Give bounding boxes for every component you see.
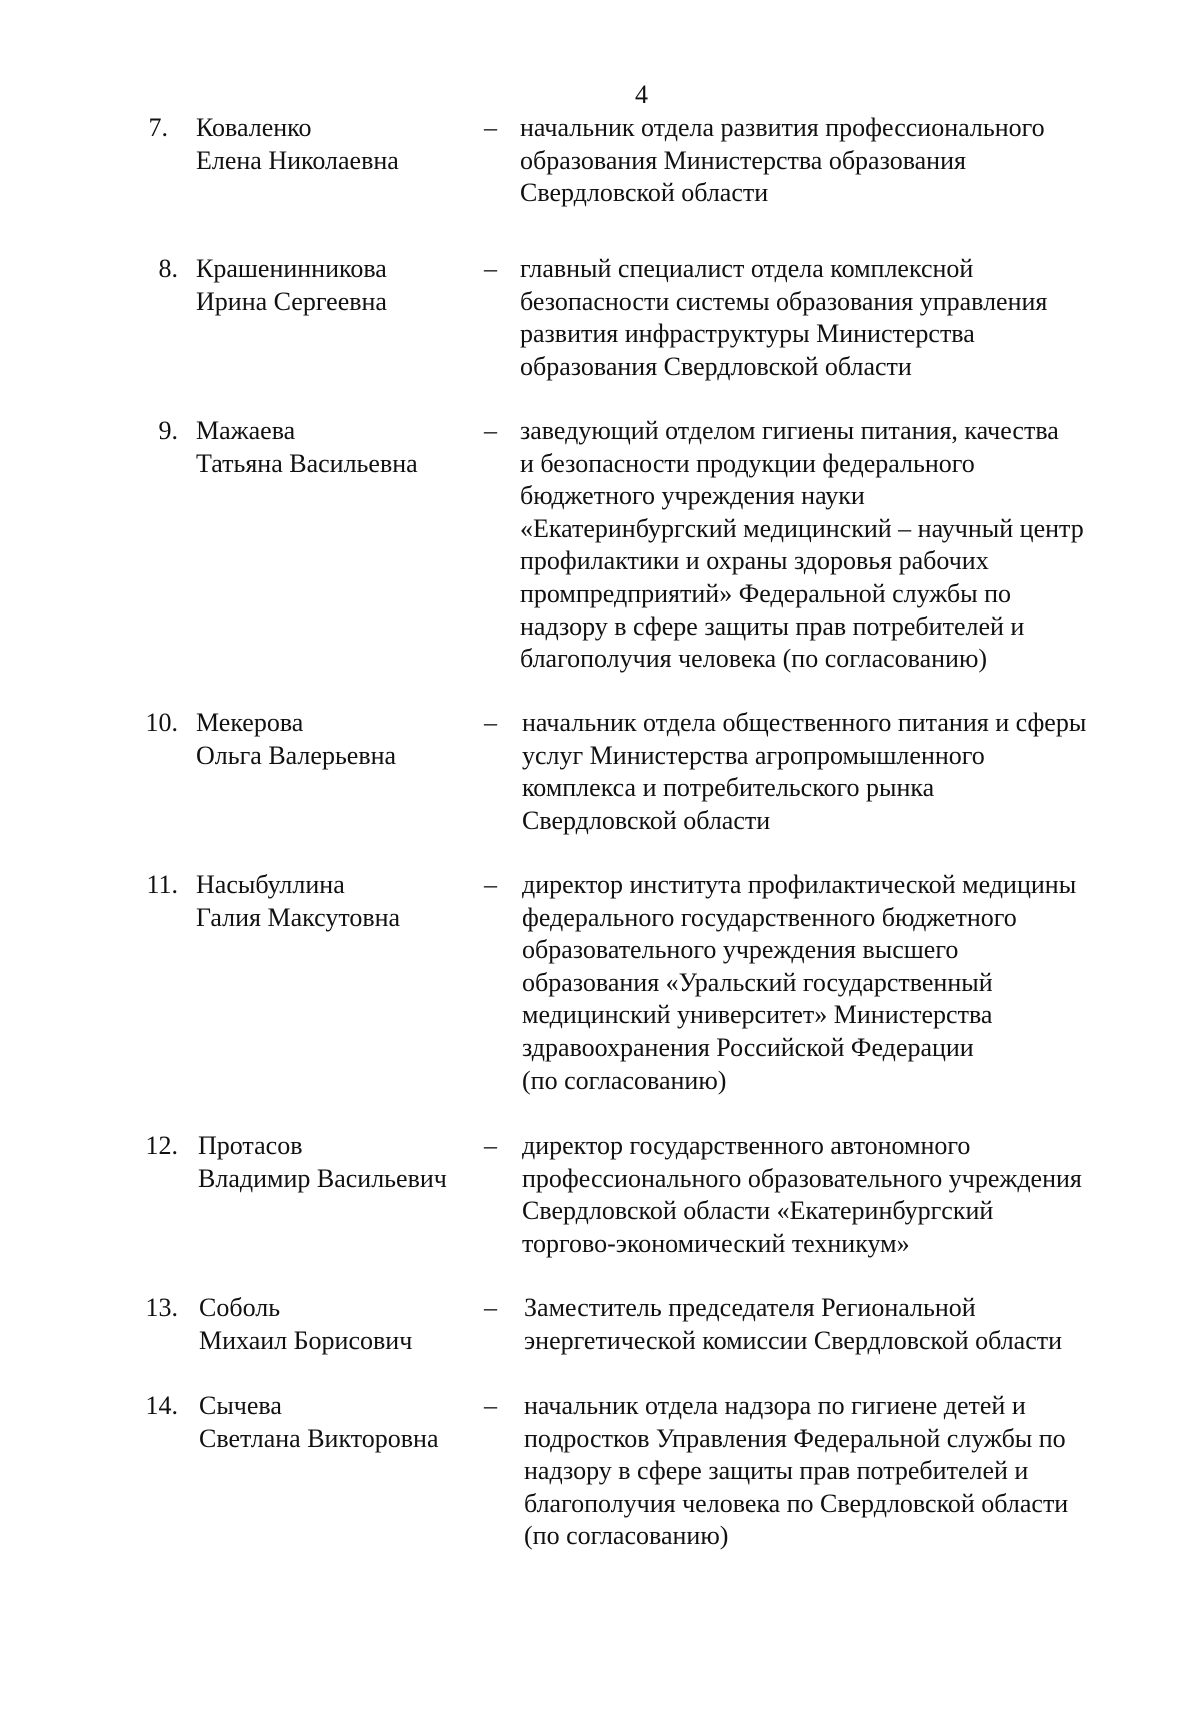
position-line: главный специалист отдела комплексной <box>520 254 974 283</box>
member-given-names: Галия Максутовна <box>196 902 401 932</box>
member-position <box>520 112 1045 210</box>
position-line: и безопасности продукции федерального <box>520 448 975 478</box>
position-line: Свердловской области «Екатеринбургский <box>522 1196 994 1226</box>
member-number: 9. <box>158 416 178 445</box>
position-line: образования Свердловской области <box>520 351 912 381</box>
member-position <box>522 707 1086 837</box>
position-line: надзору в сфере защиты прав потребителей и <box>520 611 1025 641</box>
member-dash: – <box>484 1293 497 1322</box>
member-number: 13. <box>145 1293 178 1322</box>
member-dash: – <box>484 708 497 737</box>
member-position <box>520 415 1084 676</box>
member-number: 11. <box>146 870 178 899</box>
position-line: промпредприятий» Федеральной службы по <box>520 578 1012 608</box>
member-name <box>196 253 387 318</box>
member-name <box>198 1130 447 1195</box>
position-line: бюджетного учреждения науки <box>520 481 865 511</box>
member-name <box>196 707 396 772</box>
position-line: торгово-экономический техникум» <box>522 1228 910 1258</box>
position-line: подростков Управления Федеральной службы по <box>524 1423 1066 1453</box>
member-surname: Соболь <box>199 1293 281 1322</box>
position-line: образования Министерства образования <box>520 145 966 175</box>
member-dash: – <box>484 1131 497 1160</box>
position-line: здравоохранения Российской Федерации <box>522 1032 974 1062</box>
position-line: комплекса и потребительского рынка <box>522 773 935 803</box>
member-name <box>196 869 400 934</box>
member-given-names: Ирина Сергеевна <box>196 286 387 316</box>
member-number: 7. <box>148 113 168 142</box>
member-position <box>522 869 1076 1097</box>
member-given-names: Татьяна Васильевна <box>196 448 418 478</box>
position-line: (по согласованию) <box>524 1521 729 1551</box>
position-line: начальник отдела развития профессионального <box>520 113 1045 142</box>
member-given-names: Елена Николаевна <box>196 145 399 175</box>
member-dash: – <box>484 416 497 445</box>
member-position <box>524 1292 1062 1357</box>
position-line: образовательного учреждения высшего <box>522 935 959 965</box>
position-line: услуг Министерства агропромышленного <box>522 740 985 770</box>
position-line: профилактики и охраны здоровья рабочих <box>520 546 989 576</box>
member-surname: Насыбуллина <box>196 870 345 899</box>
position-line: федерального государственного бюджетного <box>522 902 1017 932</box>
member-dash: – <box>484 1391 497 1420</box>
member-given-names: Михаил Борисович <box>199 1325 413 1355</box>
position-line: директор института профилактической медицины <box>522 870 1077 899</box>
member-surname: Коваленко <box>196 113 312 142</box>
position-line: медицинский университет» Министерства <box>522 1000 993 1030</box>
position-line: начальник отдела общественного питания и сферы <box>522 708 1087 737</box>
position-line: благополучия человека (по согласованию) <box>520 644 988 674</box>
member-position <box>520 253 1047 383</box>
member-number: 12. <box>145 1131 178 1160</box>
page-number: 4 <box>635 80 648 109</box>
position-line: Заместитель председателя Региональной <box>524 1293 976 1322</box>
member-dash: – <box>484 870 497 899</box>
member-given-names: Светлана Викторовна <box>199 1423 439 1453</box>
member-name <box>199 1390 438 1455</box>
position-line: заведующий отделом гигиены питания, качества <box>520 416 1059 445</box>
member-surname: Мажаева <box>196 416 296 445</box>
position-line: Свердловской области <box>520 178 769 208</box>
member-given-names: Ольга Валерьевна <box>196 740 397 770</box>
member-number: 10. <box>145 708 178 737</box>
position-line: профессионального образовательного учреждения <box>522 1163 1082 1193</box>
position-line: начальник отдела надзора по гигиене детей и <box>524 1391 1026 1420</box>
member-dash: – <box>484 254 497 283</box>
member-surname: Мекерова <box>196 708 304 737</box>
position-line: директор государственного автономного <box>522 1131 971 1160</box>
position-line: благополучия человека по Свердловской области <box>524 1488 1069 1518</box>
member-given-names: Владимир Васильевич <box>198 1163 447 1193</box>
member-surname: Сычева <box>199 1391 282 1420</box>
member-surname: Крашенинникова <box>196 254 387 283</box>
member-name <box>196 112 399 177</box>
position-line: безопасности системы образования управления <box>520 286 1048 316</box>
position-line: надзору в сфере защиты прав потребителей и <box>524 1456 1029 1486</box>
member-dash: – <box>484 113 497 142</box>
member-surname: Протасов <box>198 1131 303 1160</box>
position-line: развития инфраструктуры Министерства <box>520 319 975 349</box>
member-number: 8. <box>158 254 178 283</box>
position-line: энергетической комиссии Свердловской области <box>524 1325 1063 1355</box>
member-name <box>199 1292 412 1357</box>
member-position <box>524 1390 1068 1553</box>
position-line: «Екатеринбургский медицинский – научный центр <box>520 513 1084 543</box>
position-line: (по согласованию) <box>522 1065 727 1095</box>
member-position <box>522 1130 1082 1260</box>
position-line: образования «Уральский государственный <box>522 967 993 997</box>
position-line: Свердловской области <box>522 805 771 835</box>
member-name <box>196 415 418 480</box>
member-number: 14. <box>145 1391 178 1420</box>
